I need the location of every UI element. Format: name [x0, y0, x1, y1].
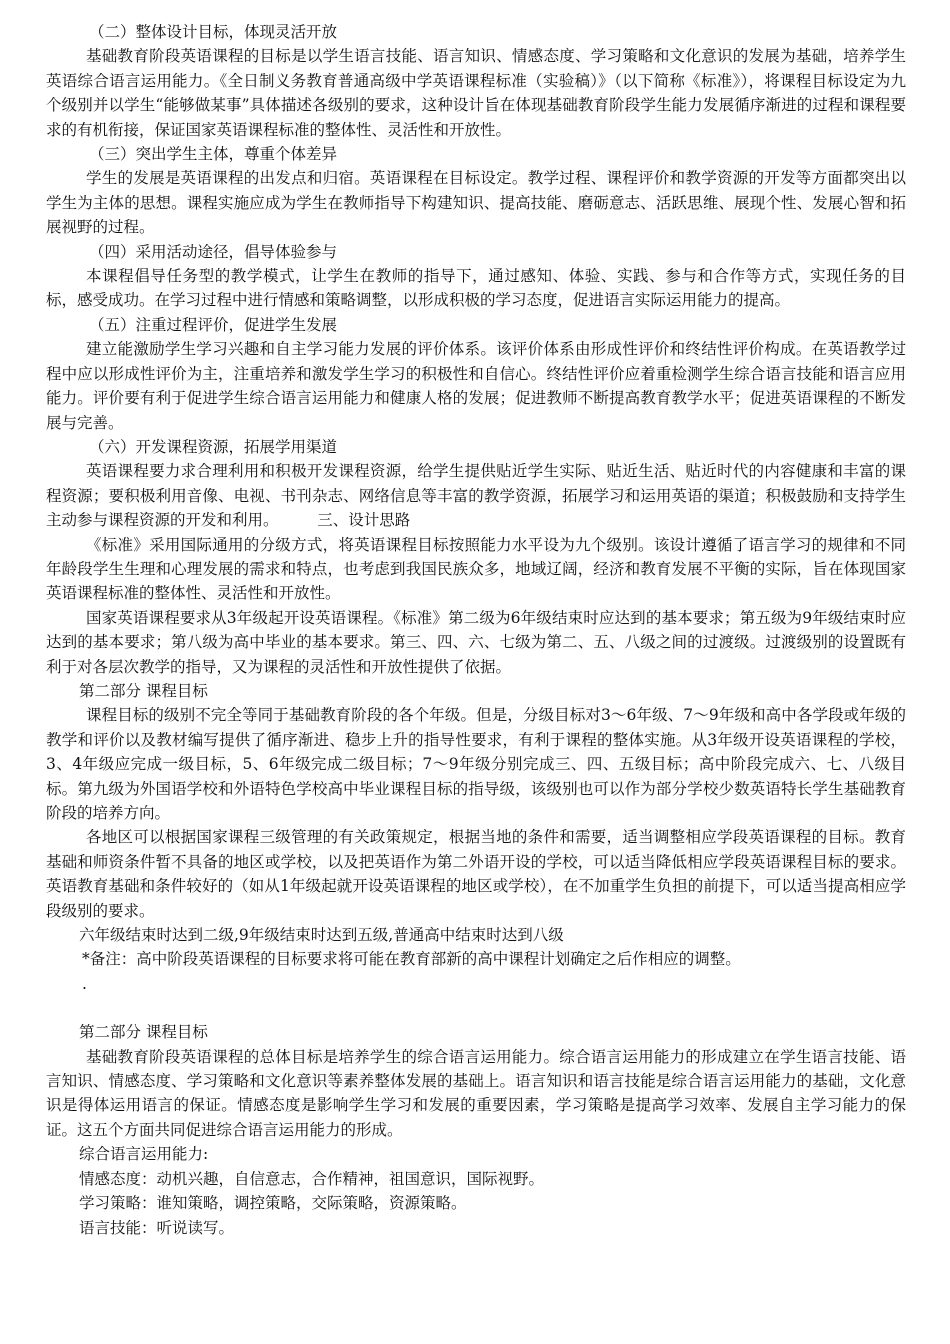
summary-line: 六年级结束时达到二级,9年级结束时达到五级,普通高中结束时达到八级: [79, 926, 564, 945]
paragraph-student-centered: 学生的发展是英语课程的出发点和归宿。英语课程在目标设定。教学过程、课程评价和教学资源的开发等方面都突出以学生为主体的思想。课程实施应成为学生在教师指导下构建知识、提高技能、磨砺意志、活跃思维、展现个性、发展心智和拓展视野的过程。: [46, 169, 906, 237]
paragraph-overall-goal: 基础教育阶段英语课程的总体目标是培养学生的综合语言运用能力。综合语言运用能力的形成建立在学生语言技能、语言知识、情感态度、学习策略和文化意识等素养整体发展的基础上。语言知识和语言技能是综合语言运用能力的基础，文化意识是得体运用语言的保证。情感态度是影响学生学习和发展的重要因素，学习策略是提高学习效率、发展自主学习能力的保证。这五个方面共同促进综合语言运用能力的形成。: [46, 1047, 906, 1139]
paragraph-standard-levels: 《标准》采用国际通用的分级方式，将英语课程目标按照能力水平设为九个级别。该设计遵循了语言学习的规律和不同年龄段学生生理和心理发展的需求和特点，也考虑到我国民族众多，地域辽阔，经济和教育发展不平衡的实际，旨在体现国家英语课程标准的整体性、灵活性和开放性。: [46, 535, 906, 603]
dot-line: .: [82, 974, 87, 993]
section-heading-5: （五）注重过程评价，促进学生发展: [89, 315, 338, 334]
list-item-attitude: 情感态度：动机兴趣，自信意志，合作精神，祖国意识，国际视野。: [79, 1169, 545, 1188]
list-item-strategy: 学习策略：谁知策略，调控策略，交际策略，资源策略。: [79, 1194, 467, 1213]
note-line: *备注：高中阶段英语课程的目标要求将可能在教育部新的高中课程计划确定之后作相应的调整。: [82, 950, 741, 969]
part-two-heading-repeat: 第二部分 课程目标: [79, 1023, 208, 1042]
paragraph-process-evaluation: 建立能激励学生学习兴趣和自主学习能力发展的评价体系。该评价体系由形成性评价和终结性评价构成。在英语教学过程中应以形成性评价为主，注重培养和激发学生学习的积极性和自信心。终结性评价应着重检测学生综合语言技能和语言应用能力。评价要有利于促进学生综合语言运用能力和健康人格的发展；促进教师不断提高教育教学水平；促进英语课程的不断发展与完善。: [46, 340, 906, 432]
paragraph-course-resources: 英语课程要力求合理利用和积极开发课程资源，给学生提供贴近学生实际、贴近生活、贴近时代的内容健康和丰富的课程资源；要积极利用音像、电视、书刊杂志、网络信息等丰富的教学资源，拓展学习和运用英语的渠道；积极鼓励和支持学生主动参与课程资源的开发和利用。 三、设计思路: [46, 462, 906, 530]
paragraph-national-requirements: 国家英语课程要求从3年级起开设英语课程。《标准》第二级为6年级结束时应达到的基本要求；第五级为9年级结束时应达到的基本要求；第八级为高中毕业的基本要求。第三、四、六、七级为第二、五、八级之间的过渡级。过渡级别的设置既有利于对各层次教学的指导，又为课程的灵活性和开放性提供了依据。: [46, 608, 906, 676]
blank-line: [46, 996, 906, 1020]
section-heading-3: （三）突出学生主体，尊重个体差异: [89, 145, 338, 164]
part-two-heading: 第二部分 课程目标: [79, 681, 208, 700]
section-heading-4: （四）采用活动途径，倡导体验参与: [89, 242, 338, 261]
section-heading-6: （六）开发课程资源，拓展学用渠道: [89, 437, 338, 456]
paragraph-level-grades: 课程目标的级别不完全等同于基础教育阶段的各个年级。但是，分级目标对3～6年级、7～9年级和高中各学段或年级的教学和评价以及教材编写提供了循序渐进、稳步上升的指导性要求，有利于课程的整体实施。从3年级开设英语课程的学校，3、4年级应完成一级目标，5、6年级完成二级目标；7～9年级分别完成三、四、五级目标；高中阶段完成六、七、八级目标。第九级为外国语学校和外语特色学校高中毕业课程目标的指导级，该级别也可以作为部分学校少数英语特长学生基础教育阶段的培养方向。: [46, 706, 906, 822]
section-heading-2: （二）整体设计目标，体现灵活开放: [89, 23, 338, 41]
list-title: 综合语言运用能力:: [79, 1145, 209, 1164]
paragraph-activity-approach: 本课程倡导任务型的教学模式，让学生在教师的指导下，通过感知、体验、实践、参与和合作等方式，实现任务的目标，感受成功。在学习过程中进行情感和策略调整，以形成积极的学习态度，促进语言实际运用能力的提高。: [46, 267, 906, 310]
paragraph-design-goals: 基础教育阶段英语课程的目标是以学生语言技能、语言知识、情感态度、学习策略和文化意识的发展为基础，培养学生英语综合语言运用能力。《全日制义务教育普通高级中学英语课程标准（实验稿）》（以下简称《标准》），将课程目标设定为九个级别并以学生“能够做某事”具体描述各级别的要求，这种设计旨在体现基础教育阶段学生能力发展循序渐进的过程和课程要求的有机衔接，保证国家英语课程标准的整体性、灵活性和开放性。: [46, 47, 906, 139]
list-item-skills: 语言技能：听说读写。: [79, 1218, 235, 1237]
paragraph-regional-adjustment: 各地区可以根据国家课程三级管理的有关政策规定，根据当地的条件和需要，适当调整相应学段英语课程的目标。教育基础和师资条件暂不具备的地区或学校，以及把英语作为第二外语开设的学校，可以适当降低相应学段英语课程目标的要求。英语教育基础和条件较好的（如从1年级起就开设英语课程的地区或学校），在不加重学生负担的前提下，可以适当提高相应学段级别的要求。: [46, 828, 906, 920]
